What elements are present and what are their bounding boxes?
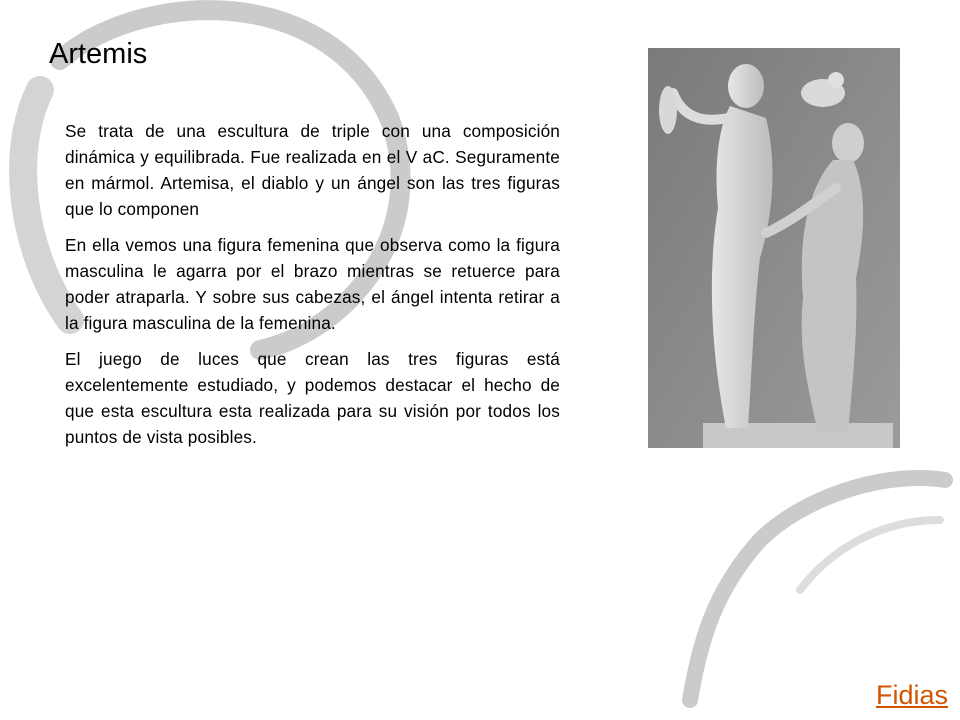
paragraph-1: Se trata de una escultura de triple con una composición dinámica y equilibrada. Fue realizada en el V aC. Seguramente en mármol. Artemisa, el diablo y un ángel son las tres figuras que lo componen xyxy=(65,121,560,219)
sculpture-photo xyxy=(648,48,900,448)
paragraph-3: El juego de luces que crean las tres figuras está excelentemente estudiado, y podemos destacar el hecho de que esta escultura esta realizada para su visión por todos los puntos de vista posibles. xyxy=(65,349,560,447)
small-ring-stroke-inner xyxy=(800,520,940,590)
fidias-link[interactable]: Fidias xyxy=(875,680,948,710)
paragraph-2: En ella vemos una figura femenina que observa como la figura masculina le agarra por el brazo mientras se retuerce para poder atraparla. Y sobre sus cabezas, el ángel intenta retirar a la figura masculina de la femenina. xyxy=(65,235,560,333)
slide-title: Artemis xyxy=(49,38,148,70)
slide-body xyxy=(65,118,560,460)
large-ring-stroke-inner xyxy=(23,90,70,320)
small-ring-stroke xyxy=(690,478,945,700)
